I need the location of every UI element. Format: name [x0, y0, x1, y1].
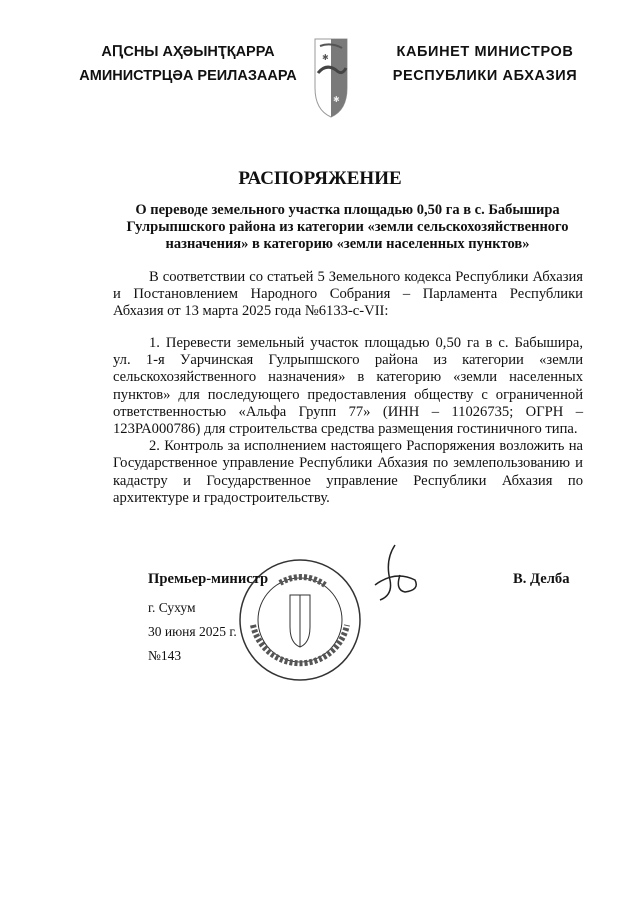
header-right-line1: КАБИНЕТ МИНИСТРОВ: [396, 44, 574, 60]
coat-of-arms-icon: [314, 38, 348, 118]
document-number: №143: [148, 648, 182, 663]
signatory-name: В. Делба: [513, 571, 570, 587]
header-right: [385, 40, 585, 88]
document-subject: О переводе земельного участка площадью 0,50 га в с. Бабышира Гулрыпшского района из категории «земли сельскохозяйственного назначения» в категорию «земли населенных пунктов»: [126, 202, 569, 252]
svg-text:✱: ✱: [322, 53, 329, 62]
header-left: [78, 40, 298, 88]
signature-scribble: [365, 540, 425, 610]
preamble-text: В соответствии со статьей 5 Земельного кодекса Республики Абхазия и Постановлением Народного Собрания – Парламента Республики Абхазия от 13 марта 2025 года №6133-с-VII:: [113, 269, 583, 320]
signatory-position: Премьер-министр: [148, 571, 269, 587]
document-title: РАСПОРЯЖЕНИЕ: [238, 168, 402, 189]
items-list: [113, 335, 583, 507]
city: г. Сухум: [148, 600, 196, 615]
header-left-line2: АМИНИСТРЦӘА РЕИЛАЗААРА: [79, 68, 297, 84]
date: 30 июня 2025 г.: [148, 624, 237, 639]
preamble: [113, 269, 583, 321]
item-2: 2. Контроль за исполнением настоящего Распоряжения возложить на Государственное управление Республики Абхазия по землепользованию и кадастру и Государственное управление Республики Абхазия по архитектуре и градостроительству.: [113, 438, 583, 506]
svg-text:✱: ✱: [333, 95, 340, 104]
header-left-line1: АԤСНЫ АҲӘЫНҬҚАРРА: [101, 44, 275, 60]
header-right-line2: РЕСПУБЛИКИ АБХАЗИЯ: [392, 68, 578, 84]
item-1: 1. Перевести земельный участок площадью 0,50 га в с. Бабышира, ул. 1-я Уарчинская Гулрыпшского района из категории «земли сельскохозяйственного назначения» в категорию «земли населенных пунктов» для последующего предоставления обществу с ограниченной ответственностью «Альфа Групп 77» (ИНН – 11026735; ОГРН – 123РА000786) для строительства средства размещения гостиничного типа.: [113, 335, 583, 438]
